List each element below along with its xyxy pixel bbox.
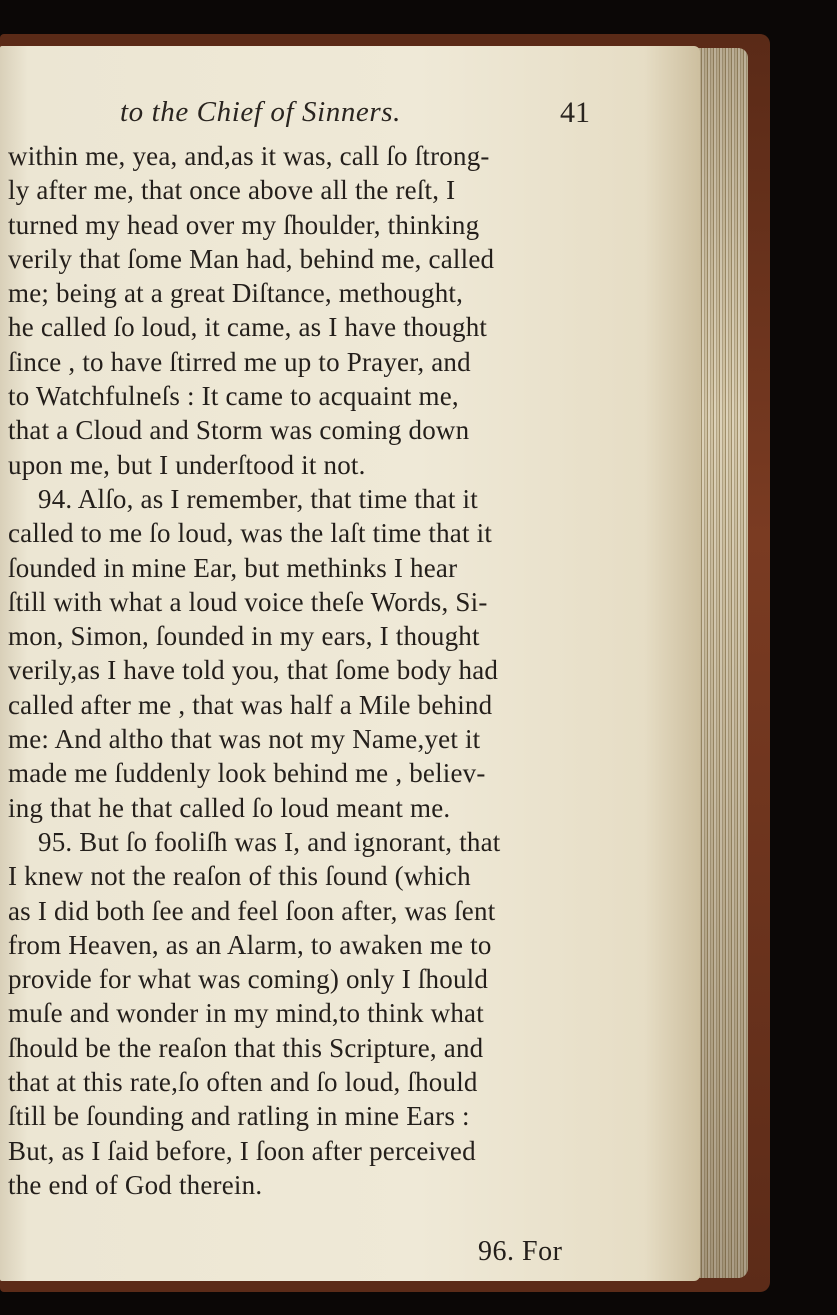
text-line: he called ſo loud, it came, as I have thought [8,312,488,343]
text-line: ſhould be the reaſon that this Scripture, and [8,1032,484,1063]
text-line: as I did both ſee and feel ſoon after, was ſent [8,895,496,926]
text-line: ſounded in mine Ear, but methinks I hear [8,552,458,583]
text-line: that a Cloud and Storm was coming down [8,415,470,446]
catchword: 96. For [478,1236,563,1267]
text-line: to Watchfulneſs : It came to acquaint me, [8,381,459,412]
text-line: ing that he that called ſo loud meant me. [8,792,451,823]
text-line: ly after me, that once above all the reſt, I [8,175,456,206]
text-line: But, as I ſaid before, I ſoon after perceived [8,1135,476,1166]
body-text [8,139,608,1202]
text-line: ſtill with what a loud voice theſe Words, Si- [8,586,488,617]
text-line: muſe and wonder in my mind,to think what [8,998,484,1029]
text-line: ſince , to have ſtirred me up to Prayer, and [8,346,471,377]
page-number: 41 [560,96,590,129]
text-line: provide for what was coming) only I ſhould [8,964,489,995]
running-head [120,96,590,129]
text-line: made me ſuddenly look behind me , believ- [8,758,486,789]
text-line: me; being at a great Diſtance, methought, [8,278,464,309]
text-line: verily,as I have told you, that ſome body had [8,655,499,686]
text-line: mon, Simon, ſounded in my ears, I thought [8,621,480,652]
text-line: verily that ſome Man had, behind me, called [8,243,495,274]
text-line: ſtill be ſounding and ratling in mine Ears : [8,1101,470,1132]
text-line: called after me , that was half a Mile behind [8,689,493,720]
paragraph-95-start: 95. But ſo fooliſh was I, and ignorant, that [38,826,501,857]
text-line: the end of God therein. [8,1169,263,1200]
paragraph-94-start: 94. Alſo, as I remember, that time that it [38,483,478,514]
text-line: turned my head over my ſhoulder, thinking [8,209,480,240]
text-line: I knew not the reaſon of this ſound (which [8,861,471,892]
running-head-title: to the Chief of Sinners. [120,96,402,128]
text-line: that at this rate,ſo often and ſo loud, ſhould [8,1067,478,1098]
text-line: called to me ſo loud, was the laſt time that it [8,518,493,549]
text-line: me: And altho that was not my Name,yet it [8,724,481,755]
text-line: upon me, but I underſtood it not. [8,449,366,480]
text-line: within me, yea, and,as it was, call ſo ſtrong- [8,141,490,171]
text-line: from Heaven, as an Alarm, to awaken me to [8,929,492,960]
